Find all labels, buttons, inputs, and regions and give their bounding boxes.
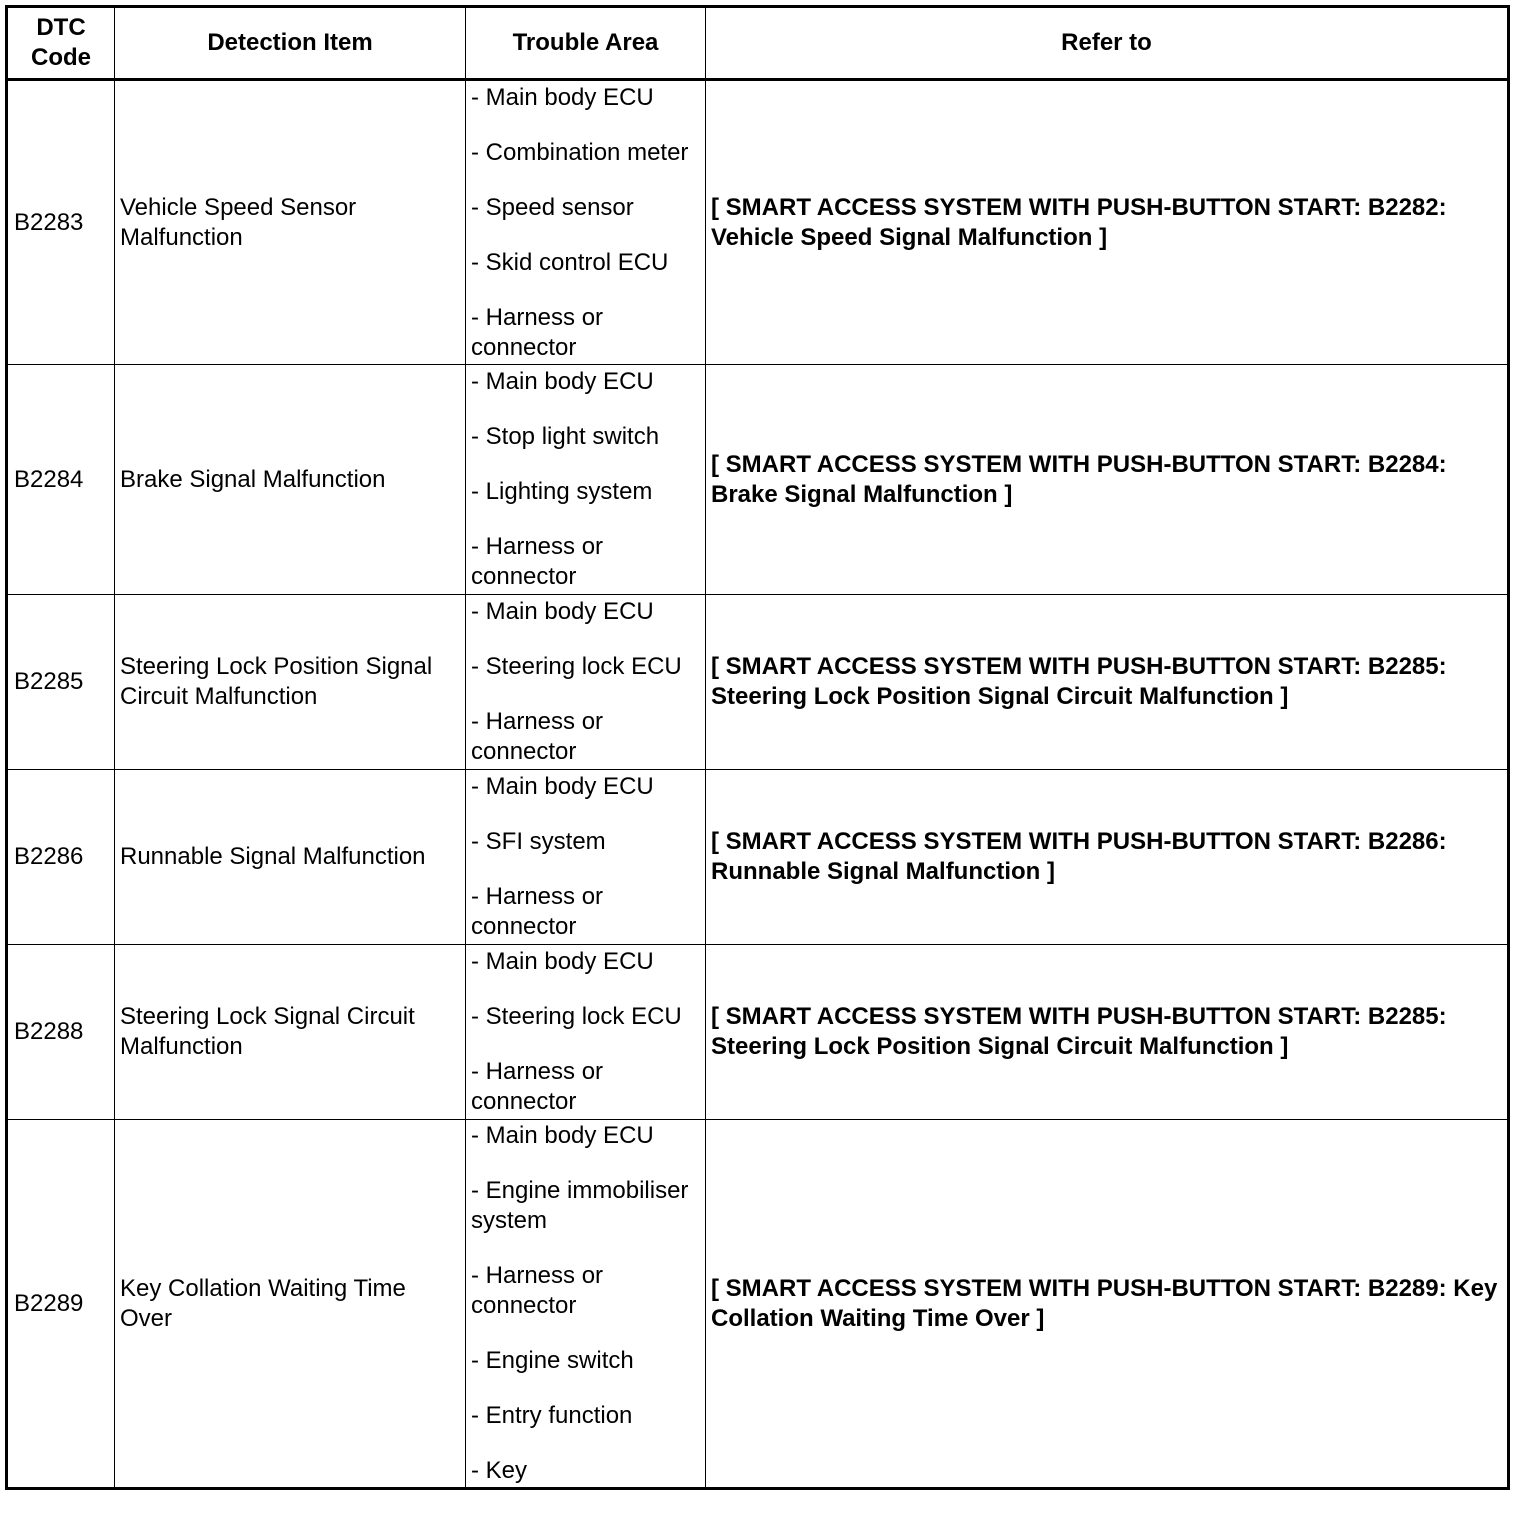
dtc-code: B2288: [7, 945, 115, 1120]
detection-item: Vehicle Speed Sensor Malfunction: [115, 80, 466, 365]
trouble-area-item: - Lighting system: [471, 478, 653, 505]
dtc-code: B2285: [7, 595, 115, 770]
trouble-area: [466, 80, 706, 365]
trouble-area-item: - Main body ECU: [471, 368, 654, 395]
header-trouble-area: Trouble Area: [466, 7, 706, 80]
table-row: [7, 770, 1509, 945]
table-row: [7, 945, 1509, 1120]
dtc-code: B2289: [7, 1120, 115, 1489]
detection-item: Steering Lock Signal Circuit Malfunction: [115, 945, 466, 1120]
trouble-area-item: - Harness or connector: [471, 883, 604, 940]
trouble-area-item: - Key: [471, 1457, 528, 1484]
trouble-area: [466, 365, 706, 595]
header-refer-to: Refer to: [706, 7, 1509, 80]
refer-to-link[interactable]: [ SMART ACCESS SYSTEM WITH PUSH-BUTTON START: B2284: Brake Signal Malfunction ]: [706, 365, 1509, 595]
refer-to-link[interactable]: [ SMART ACCESS SYSTEM WITH PUSH-BUTTON START: B2285: Steering Lock Position Signal Circuit Malfunction ]: [706, 595, 1509, 770]
table-header: [7, 7, 1509, 80]
header-dtc-code: DTC Code: [7, 7, 115, 80]
refer-to-link[interactable]: [ SMART ACCESS SYSTEM WITH PUSH-BUTTON START: B2282: Vehicle Speed Signal Malfunction ]: [706, 80, 1509, 365]
trouble-area-item: - Steering lock ECU: [471, 1003, 682, 1030]
refer-to-link[interactable]: [ SMART ACCESS SYSTEM WITH PUSH-BUTTON START: B2285: Steering Lock Position Signal Circuit Malfunction ]: [706, 945, 1509, 1120]
trouble-area-item: - Main body ECU: [471, 598, 654, 625]
trouble-area-item: - Main body ECU: [471, 83, 654, 111]
trouble-area-item: - Engine immobiliser system: [471, 1177, 689, 1234]
dtc-code: B2286: [7, 770, 115, 945]
trouble-area-item: - Harness or connector: [471, 1262, 604, 1319]
table-row: [7, 365, 1509, 595]
trouble-area: [466, 945, 706, 1120]
table-row: [7, 1120, 1509, 1489]
trouble-area-item: - Harness or connector: [471, 533, 604, 590]
detection-item: Key Collation Waiting Time Over: [115, 1120, 466, 1489]
trouble-area-item: - SFI system: [471, 828, 606, 855]
dtc-table: [5, 5, 1510, 1490]
table-row: [7, 595, 1509, 770]
trouble-area-item: - Engine switch: [471, 1347, 634, 1374]
refer-to-link[interactable]: [ SMART ACCESS SYSTEM WITH PUSH-BUTTON START: B2286: Runnable Signal Malfunction ]: [706, 770, 1509, 945]
trouble-area-item: - Harness or connector: [471, 303, 604, 361]
trouble-area-item: - Harness or connector: [471, 1058, 604, 1115]
trouble-area: [466, 1120, 706, 1489]
dtc-code: B2283: [7, 80, 115, 365]
trouble-area: [466, 595, 706, 770]
detection-item: Steering Lock Position Signal Circuit Malfunction: [115, 595, 466, 770]
trouble-area-item: - Speed sensor: [471, 193, 634, 221]
trouble-area-item: - Skid control ECU: [471, 248, 669, 276]
table-row: [7, 80, 1509, 365]
trouble-area-item: - Steering lock ECU: [471, 653, 682, 680]
trouble-area-item: - Stop light switch: [471, 423, 660, 450]
refer-to-link[interactable]: [ SMART ACCESS SYSTEM WITH PUSH-BUTTON START: B2289: Key Collation Waiting Time Over ]: [706, 1120, 1509, 1489]
dtc-code: B2284: [7, 365, 115, 595]
trouble-area-item: - Harness or connector: [471, 708, 604, 765]
trouble-area-item: - Combination meter: [471, 138, 689, 166]
detection-item: Runnable Signal Malfunction: [115, 770, 466, 945]
trouble-area: [466, 770, 706, 945]
detection-item: Brake Signal Malfunction: [115, 365, 466, 595]
trouble-area-item: - Main body ECU: [471, 773, 654, 800]
trouble-area-item: - Main body ECU: [471, 948, 654, 975]
trouble-area-item: - Entry function: [471, 1402, 633, 1429]
trouble-area-item: - Main body ECU: [471, 1122, 654, 1149]
header-detection-item: Detection Item: [115, 7, 466, 80]
